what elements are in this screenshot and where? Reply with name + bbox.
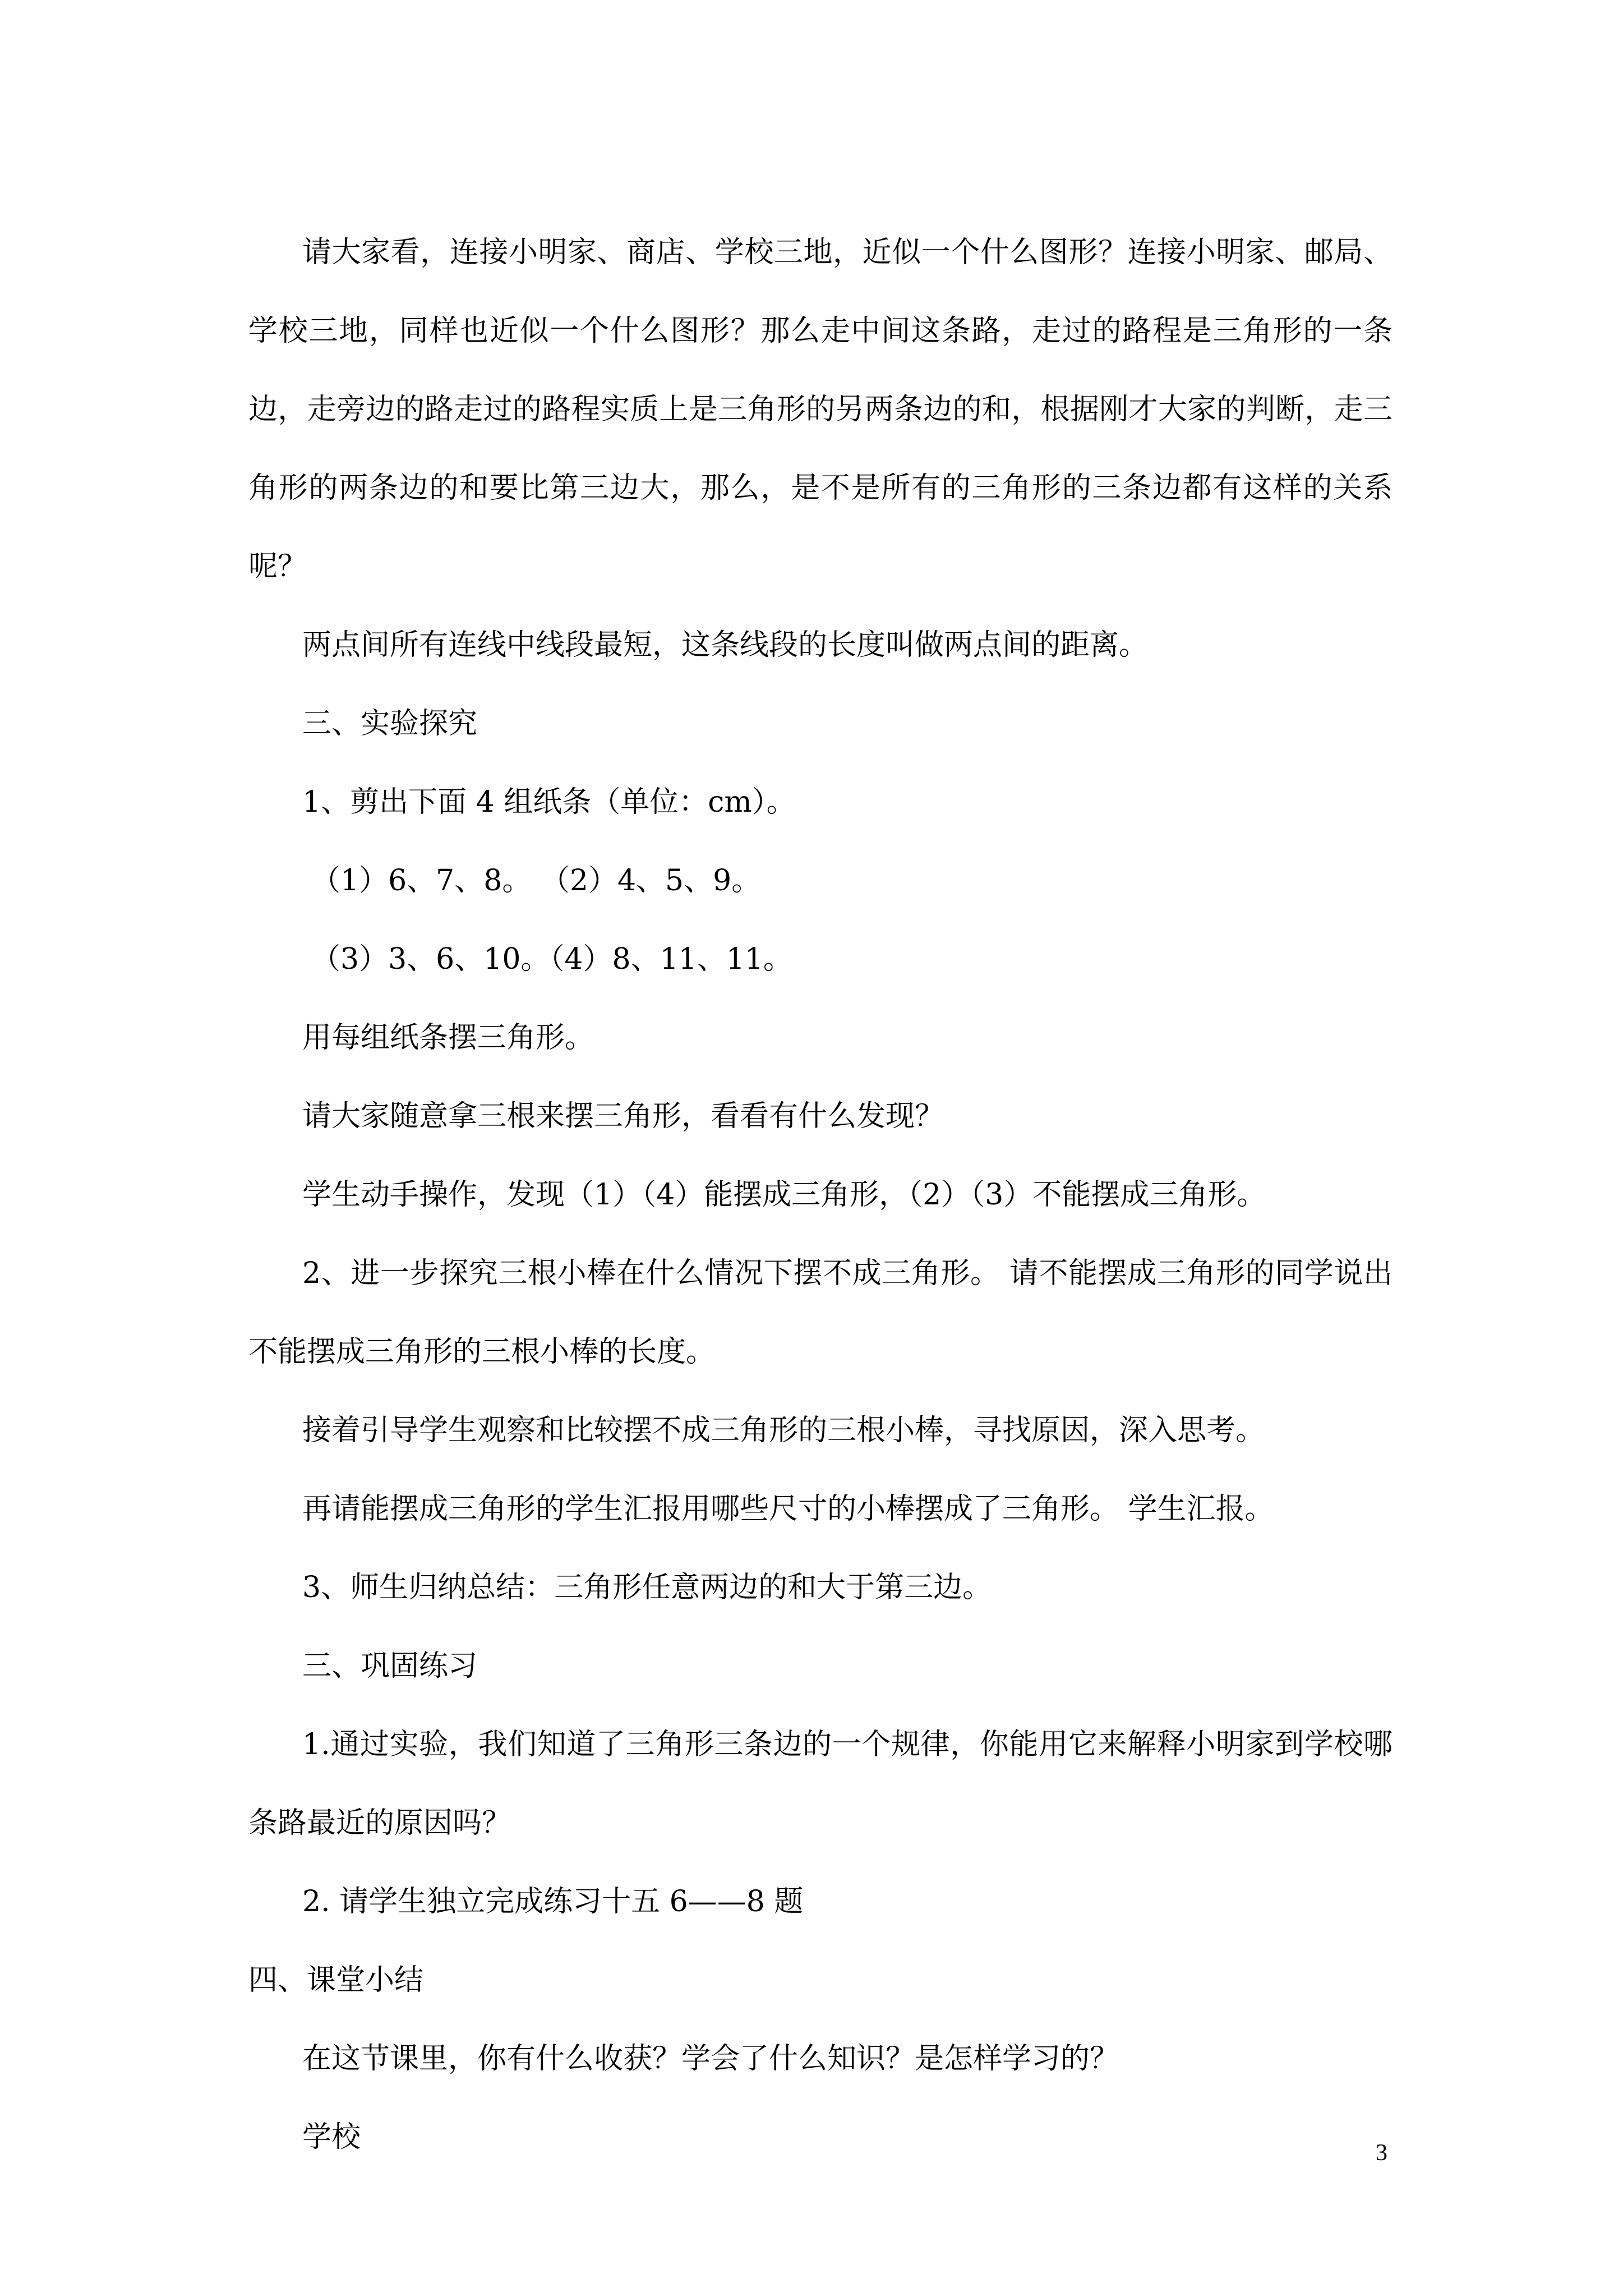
paragraph-school-label: 学校 xyxy=(302,2120,361,2154)
paragraph-random-three: 请大家随意拿三根来摆三角形，看看有什么发现？ xyxy=(302,1099,944,1133)
paragraph-triangle-path-question: 请大家看，连接小明家、商店、学校三地，近似一个什么图形？连接小明家、邮局、学校三地，同样也近似一个什么图形？那么走中间这条路，走过的路程是三角形的一条边，走旁边的路走过的路程实质上是三角形的另两条边的和，根据刚才大家的判断，走三角形的两条边的和要比第三边大，那么，是不是所有的三角形的三条边都有这样的关系呢？ xyxy=(248,236,1393,583)
paragraph-shortest-distance: 两点间所有连线中线段最短，这条线段的长度叫做两点间的距离。 xyxy=(302,628,1149,662)
paragraph-cut-strips: 1、剪出下面 4 组纸条（单位：cm）。 xyxy=(302,785,796,819)
paragraph-student-operation: 学生动手操作，发现（1）（4）能摆成三角形，（2）（3）不能摆成三角形。 xyxy=(302,1178,1266,1212)
document-body xyxy=(248,213,1393,2177)
section-heading-practice: 三、巩固练习 xyxy=(302,1649,478,1683)
paragraph-further-exploration: 2、进一步探究三根小棒在什么情况下摆不成三角形。 请不能摆成三角形的同学说出不能摆成三角形的三根小棒的长度。 xyxy=(248,1257,1393,1369)
section-heading-experiment: 三、实验探究 xyxy=(302,707,478,740)
paragraph-strip-groups-3-4: （3）3、6、10。（4）8、11、11。 xyxy=(311,942,792,976)
paragraph-build-triangles: 用每组纸条摆三角形。 xyxy=(302,1021,594,1055)
section-heading-class-summary: 四、课堂小结 xyxy=(248,1963,424,1997)
paragraph-strip-groups-1-2: （1）6、7、8。 （2）4、5、9。 xyxy=(311,864,761,898)
paragraph-observe-compare: 接着引导学生观察和比较摆不成三角形的三根小棒，寻找原因，深入思考。 xyxy=(302,1414,1265,1447)
paragraph-student-report: 再请能摆成三角形的学生汇报用哪些尺寸的小棒摆成了三角形。 学生汇报。 xyxy=(302,1492,1274,1526)
paragraph-practice-2: 2. 请学生独立完成练习十五 6——8 题 xyxy=(302,1885,804,1918)
paragraph-practice-1: 1.通过实验，我们知道了三角形三条边的一个规律，你能用它来解释小明家到学校哪条路最近的原因吗？ xyxy=(248,1728,1393,1840)
page-number: 3 xyxy=(1376,2140,1387,2166)
paragraph-reflection-question: 在这节课里，你有什么收获？学会了什么知识？是怎样学习的？ xyxy=(302,2042,1119,2076)
paragraph-summary-rule: 3、师生归纳总结：三角形任意两边的和大于第三边。 xyxy=(302,1571,992,1604)
